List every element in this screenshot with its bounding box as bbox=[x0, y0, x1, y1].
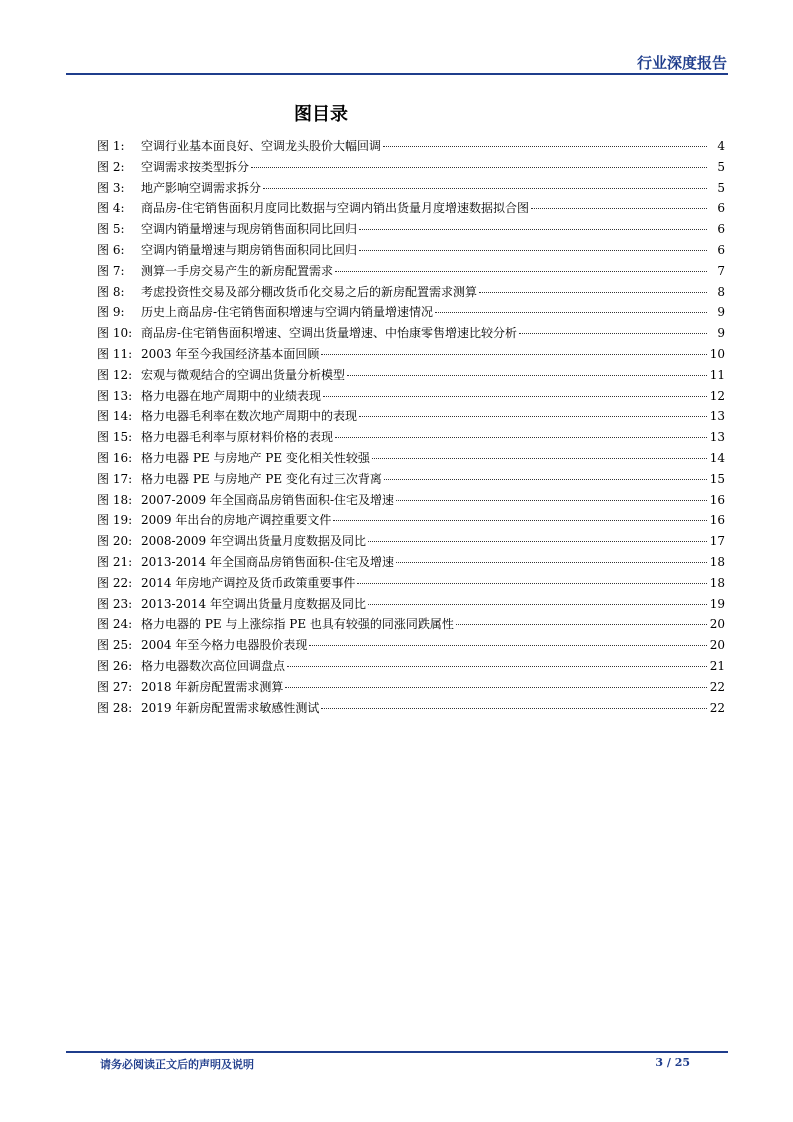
toc-entry-label: 图 25: bbox=[97, 638, 133, 653]
toc-entry[interactable] bbox=[97, 302, 725, 323]
toc-entry[interactable] bbox=[97, 427, 725, 448]
toc-entry-label: 图 13: bbox=[97, 388, 133, 403]
toc-dot-leader bbox=[479, 292, 707, 293]
toc-entry-title: 考虑投资性交易及部分棚改货币化交易之后的新房配置需求测算 bbox=[141, 284, 478, 299]
toc-entry-label: 图 28: bbox=[97, 700, 133, 715]
disclaimer-note: 请务必阅读正文后的声明及说明 bbox=[100, 1058, 254, 1071]
toc-entry[interactable] bbox=[97, 240, 725, 261]
toc-entry-title: 2014 年房地产调控及货币政策重要事件 bbox=[141, 575, 356, 590]
header-divider bbox=[66, 73, 728, 75]
toc-entry-page: 21 bbox=[709, 658, 725, 673]
toc-entry-page: 5 bbox=[717, 159, 725, 174]
toc-entry-title: 2008-2009 年空调出货量月度数据及同比 bbox=[141, 534, 366, 549]
toc-dot-leader bbox=[321, 708, 707, 709]
toc-entry-label: 图 12: bbox=[97, 367, 133, 382]
toc-entry-title: 空调行业基本面良好、空调龙头股价大幅回调 bbox=[141, 139, 382, 153]
toc-dot-leader bbox=[384, 479, 707, 480]
toc-entry-page: 18 bbox=[709, 575, 725, 590]
toc-entry-page: 10 bbox=[709, 346, 725, 361]
toc-entry-label: 图 27: bbox=[97, 679, 133, 694]
toc-title: 图目录 bbox=[294, 104, 348, 125]
toc-entry-title: 商品房-住宅销售面积月度同比数据与空调内销出货量月度增速数据拟合图 bbox=[141, 201, 530, 216]
toc-entry-page: 9 bbox=[717, 305, 725, 320]
toc-dot-leader bbox=[333, 520, 707, 521]
toc-entry[interactable] bbox=[97, 178, 725, 199]
figure-toc-list bbox=[97, 136, 725, 718]
toc-dot-leader bbox=[335, 437, 707, 438]
toc-entry-page: 14 bbox=[709, 450, 725, 465]
toc-entry-title: 格力电器数次高位回调盘点 bbox=[141, 658, 286, 673]
toc-dot-leader bbox=[456, 624, 707, 625]
toc-entry[interactable] bbox=[97, 635, 725, 656]
toc-entry[interactable] bbox=[97, 490, 725, 511]
toc-entry-title: 空调需求按类型拆分 bbox=[141, 159, 250, 174]
toc-entry[interactable] bbox=[97, 386, 725, 407]
toc-entry[interactable] bbox=[97, 365, 725, 386]
toc-entry-label: 图 10: bbox=[97, 326, 133, 341]
toc-entry-label: 图 3: bbox=[97, 180, 125, 195]
toc-entry[interactable] bbox=[97, 469, 725, 490]
toc-entry-page: 5 bbox=[717, 180, 725, 195]
toc-entry-page: 8 bbox=[717, 284, 725, 299]
toc-entry-page: 22 bbox=[709, 679, 725, 694]
toc-entry[interactable] bbox=[97, 677, 725, 698]
report-type-title: 行业深度报告 bbox=[636, 54, 727, 72]
toc-dot-leader bbox=[519, 333, 707, 334]
toc-dot-leader bbox=[368, 541, 707, 542]
toc-entry-title: 2003 年至今我国经济基本面回顾 bbox=[141, 346, 320, 361]
toc-entry-label: 图 18: bbox=[97, 492, 133, 507]
toc-entry[interactable] bbox=[97, 448, 725, 469]
toc-dot-leader bbox=[359, 250, 707, 251]
toc-entry-label: 图 7: bbox=[97, 263, 125, 278]
toc-entry[interactable] bbox=[97, 261, 725, 282]
toc-dot-leader bbox=[285, 687, 707, 688]
toc-dot-leader bbox=[347, 375, 707, 376]
toc-entry-title: 格力电器在地产周期中的业绩表现 bbox=[141, 388, 322, 403]
toc-entry-label: 图 8: bbox=[97, 284, 125, 299]
toc-entry[interactable] bbox=[97, 573, 725, 594]
toc-entry[interactable] bbox=[97, 552, 725, 573]
toc-entry-title: 2018 年新房配置需求测算 bbox=[141, 679, 284, 694]
toc-entry-title: 空调内销量增速与现房销售面积同比回归 bbox=[141, 222, 358, 237]
toc-entry-label: 图 21: bbox=[97, 554, 133, 569]
toc-entry-title: 格力电器的 PE 与上涨综指 PE 也具有较强的同涨同跌属性 bbox=[141, 617, 454, 632]
toc-entry-page: 6 bbox=[717, 242, 725, 257]
toc-entry[interactable] bbox=[97, 656, 725, 677]
toc-entry-title: 格力电器毛利率与原材料价格的表现 bbox=[141, 430, 334, 445]
toc-dot-leader bbox=[263, 188, 707, 189]
toc-entry-page: 19 bbox=[709, 596, 725, 611]
toc-entry-label: 图 5: bbox=[97, 222, 125, 237]
toc-entry[interactable] bbox=[97, 282, 725, 303]
toc-entry-title: 2019 年新房配置需求敏感性测试 bbox=[141, 700, 320, 715]
toc-entry-label: 图 24: bbox=[97, 617, 133, 632]
toc-entry-label: 图 23: bbox=[97, 596, 133, 611]
toc-dot-leader bbox=[368, 604, 707, 605]
toc-dot-leader bbox=[396, 500, 707, 501]
toc-dot-leader bbox=[372, 458, 707, 459]
toc-entry-title: 宏观与微观结合的空调出货量分析模型 bbox=[141, 367, 346, 382]
toc-dot-leader bbox=[335, 271, 707, 272]
toc-entry-page: 22 bbox=[709, 700, 725, 715]
toc-entry-page: 18 bbox=[709, 554, 725, 569]
toc-dot-leader bbox=[309, 645, 707, 646]
toc-entry-page: 13 bbox=[709, 430, 725, 445]
toc-entry-label: 图 22: bbox=[97, 575, 133, 590]
toc-entry-title: 商品房-住宅销售面积增速、空调出货量增速、中怡康零售增速比较分析 bbox=[141, 326, 518, 341]
toc-entry-title: 2013-2014 年全国商品房销售面积-住宅及增速 bbox=[141, 554, 395, 569]
toc-dot-leader bbox=[251, 167, 707, 168]
toc-entry-title: 2007-2009 年全国商品房销售面积-住宅及增速 bbox=[141, 492, 395, 507]
toc-entry-title: 格力电器 PE 与房地产 PE 变化有过三次背离 bbox=[141, 471, 382, 486]
toc-dot-leader bbox=[435, 312, 707, 313]
toc-entry[interactable] bbox=[97, 323, 725, 344]
toc-entry-title: 地产影响空调需求拆分 bbox=[141, 180, 262, 195]
toc-entry[interactable] bbox=[97, 406, 725, 427]
toc-entry-page: 20 bbox=[709, 617, 725, 632]
toc-entry-page: 16 bbox=[709, 492, 725, 507]
toc-entry-page: 11 bbox=[709, 367, 725, 382]
toc-entry[interactable] bbox=[97, 614, 725, 635]
toc-dot-leader bbox=[383, 146, 707, 147]
toc-entry-page: 7 bbox=[717, 263, 725, 278]
toc-entry-label: 图 26: bbox=[97, 658, 133, 673]
toc-entry-page: 20 bbox=[709, 638, 725, 653]
toc-entry-label: 图 2: bbox=[97, 159, 125, 174]
toc-entry-title: 2004 年至今格力电器股价表现 bbox=[141, 638, 308, 653]
toc-entry-title: 格力电器毛利率在数次地产周期中的表现 bbox=[141, 409, 358, 424]
toc-entry-title: 测算一手房交易产生的新房配置需求 bbox=[141, 263, 334, 278]
toc-entry[interactable] bbox=[97, 698, 725, 719]
toc-entry-label: 图 17: bbox=[97, 471, 133, 486]
toc-entry[interactable] bbox=[97, 219, 725, 240]
toc-dot-leader bbox=[321, 354, 707, 355]
toc-entry-label: 图 20: bbox=[97, 534, 133, 549]
page-number: 3 / 25 bbox=[655, 1056, 690, 1069]
toc-entry-title: 格力电器 PE 与房地产 PE 变化相关性较强 bbox=[141, 450, 370, 465]
toc-entry-page: 9 bbox=[717, 326, 725, 341]
toc-entry[interactable] bbox=[97, 510, 725, 531]
toc-dot-leader bbox=[396, 562, 707, 563]
toc-dot-leader bbox=[359, 416, 707, 417]
toc-entry-title: 2009 年出台的房地产调控重要文件 bbox=[141, 513, 332, 528]
toc-entry[interactable] bbox=[97, 136, 725, 157]
toc-entry-label: 图 4: bbox=[97, 201, 125, 216]
toc-entry-page: 16 bbox=[709, 513, 725, 528]
toc-entry-page: 4 bbox=[717, 139, 725, 153]
toc-entry-page: 12 bbox=[709, 388, 725, 403]
toc-entry-page: 6 bbox=[717, 222, 725, 237]
footer-divider bbox=[66, 1051, 728, 1053]
toc-entry-title: 空调内销量增速与期房销售面积同比回归 bbox=[141, 242, 358, 257]
toc-entry-label: 图 6: bbox=[97, 242, 125, 257]
toc-entry-label: 图 16: bbox=[97, 450, 133, 465]
toc-entry-title: 2013-2014 年空调出货量月度数据及同比 bbox=[141, 596, 366, 611]
toc-entry[interactable] bbox=[97, 198, 725, 219]
toc-entry-label: 图 11: bbox=[97, 346, 133, 361]
toc-entry-page: 13 bbox=[709, 409, 725, 424]
toc-entry-page: 6 bbox=[717, 201, 725, 216]
toc-entry-label: 图 1: bbox=[97, 139, 125, 153]
toc-entry-page: 15 bbox=[709, 471, 725, 486]
toc-entry[interactable] bbox=[97, 594, 725, 615]
toc-dot-leader bbox=[357, 583, 707, 584]
toc-entry-label: 图 14: bbox=[97, 409, 133, 424]
toc-entry-page: 17 bbox=[709, 534, 725, 549]
toc-entry-label: 图 9: bbox=[97, 305, 125, 320]
toc-entry-title: 历史上商品房-住宅销售面积增速与空调内销量增速情况 bbox=[141, 305, 434, 320]
toc-entry[interactable] bbox=[97, 531, 725, 552]
toc-entry-label: 图 19: bbox=[97, 513, 133, 528]
toc-dot-leader bbox=[323, 396, 707, 397]
toc-entry[interactable] bbox=[97, 344, 725, 365]
toc-dot-leader bbox=[531, 208, 707, 209]
toc-entry[interactable] bbox=[97, 157, 725, 178]
toc-dot-leader bbox=[359, 229, 707, 230]
toc-dot-leader bbox=[287, 666, 707, 667]
toc-entry-label: 图 15: bbox=[97, 430, 133, 445]
